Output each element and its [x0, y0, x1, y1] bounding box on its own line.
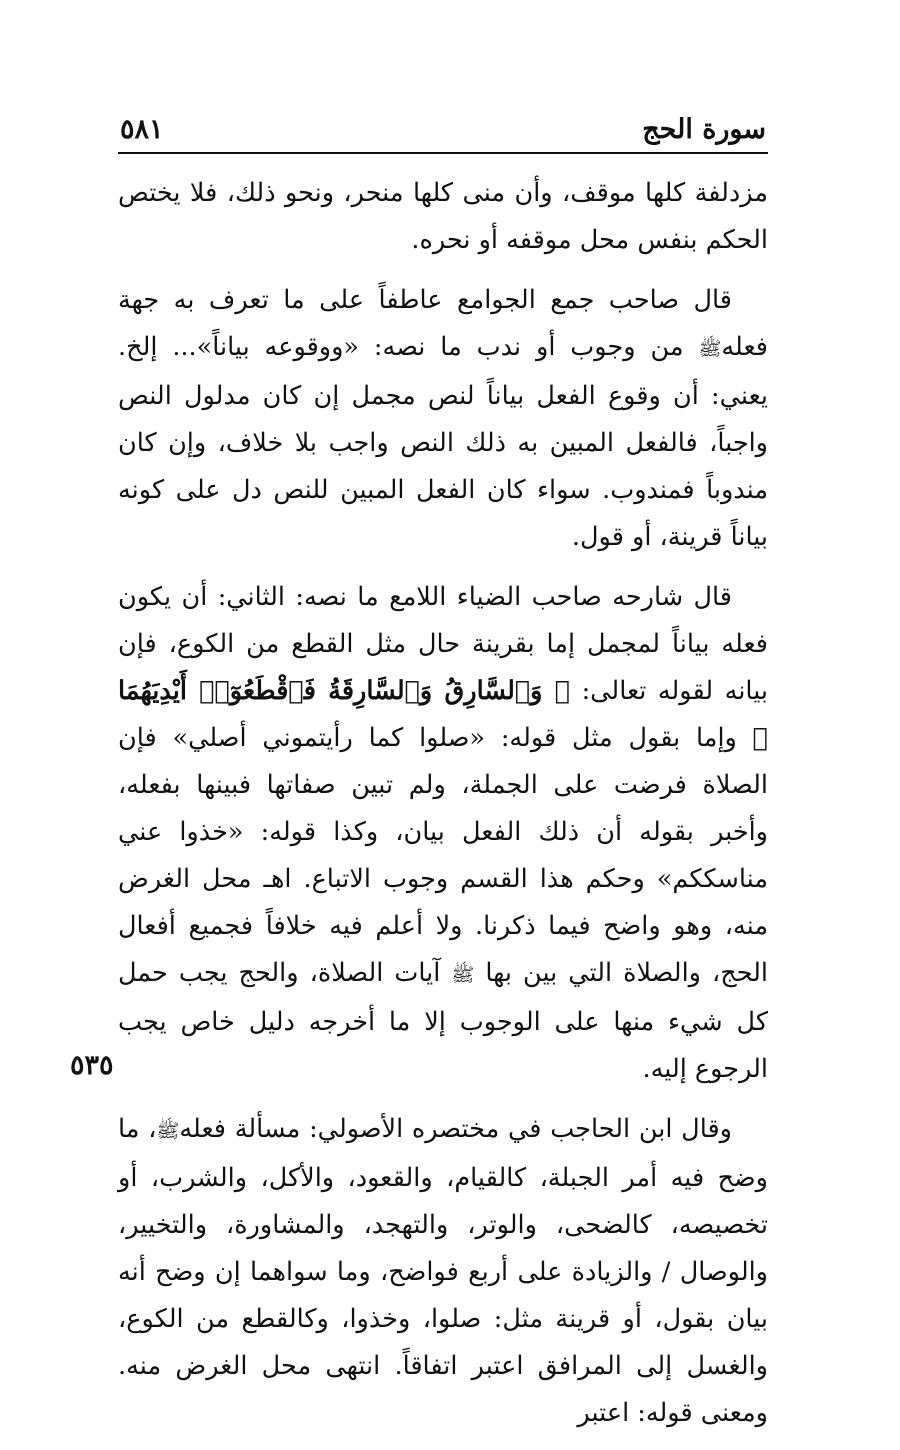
salutation-symbol: ﷺ: [156, 1120, 180, 1142]
text-line: أو تخصيصه، كالضحى، والوتر، والتهجد، والمشاورة، والتخيير،: [118, 1163, 768, 1240]
text-line: ولم تبين صفاتها فبينها بفعله، وأخبر بقوله أن ذلك الفعل بيان، وكذا: [118, 770, 768, 847]
running-title: سورة الحج: [642, 114, 766, 145]
margin-page-reference: ٥٣٥: [70, 1050, 114, 1081]
paragraph-3: [118, 574, 768, 1093]
text-line: ما وضح فيه أمر الجبلة، كالقيام، والقعود، والأكل، والشرب،: [118, 1114, 768, 1193]
page-number: ٥٨١: [120, 114, 164, 145]
quran-verse: ﴿ وَٱلسَّارِقُ وَٱلسَّارِقَةُ فَٱقْطَعُوٓا۟ أَيْدِيَهُمَا ﴾: [118, 676, 768, 753]
text-line: فعله بياناً لمجمل إما بقرينة حال مثل القطع من الكوع، فإن بيانه: [118, 629, 768, 706]
salutation-symbol: ﷺ: [451, 964, 475, 986]
body-text: [118, 170, 768, 1450]
text-line: قال شارحه صاحب الضياء اللامع ما نصه: الثاني: أن يكون: [118, 582, 732, 612]
text-line: سواء كان الفعل المبين للنص دل على كونه بياناً قرينة، أو قول.: [118, 475, 768, 552]
paragraph-1: [118, 170, 768, 264]
paragraph-4: [118, 1106, 768, 1437]
text-line: مزدلفة كلها موقف، وأن منى كلها منحر، ونحو ذلك، فلا يختص: [118, 178, 768, 208]
paragraph-2: [118, 277, 768, 561]
salutation-symbol: ﷺ: [698, 338, 722, 360]
text-line: ،: [148, 1114, 157, 1144]
text-line: أن وقوع الفعل بياناً لنص مجمل إن كان مدلول النص واجباً، فالفعل: [118, 381, 768, 458]
text-line: من وجوب أو ندب ما نصه: «ووقوعه بياناً»... إلخ. يعني:: [118, 332, 768, 411]
text-line: أفعال الحج، والصلاة التي بين بها: [118, 911, 768, 988]
text-line: والوصال / والزيادة على أربع فواضح، وما سواهما إن وضح أنه بيان: [118, 1257, 768, 1334]
text-line: المبين به ذلك النص واجب بلا خلاف، وإن كان مندوباً فمندوب.: [118, 428, 768, 505]
text-line: حمل كل شيء منها على الوجوب إلا ما أخرجه دليل خاص يجب: [118, 958, 768, 1037]
text-line: وإما بقول مثل: [572, 723, 737, 753]
text-line: وقال ابن الحاجب في مختصره الأصولي: مسألة فعله: [179, 1114, 732, 1144]
text-line: الحكم بنفس محل موقفه أو نحره.: [411, 225, 768, 255]
text-line: آيات الصلاة، والحج يجب: [178, 958, 441, 988]
text-line: لقوله تعالى:: [581, 676, 714, 706]
text-line: فعله: [721, 332, 768, 362]
text-line: الرجوع إليه.: [642, 1054, 768, 1084]
page-header: [118, 110, 768, 154]
text-line: قال صاحب جمع الجوامع عاطفاً على ما تعرف به جهة: [118, 285, 732, 315]
text-line: قوله: «صلوا كما رأيتموني أصلي» فإن الصلاة فرضت على الجملة،: [118, 723, 768, 800]
text-line: قوله: «خذوا عني مناسككم» وحكم هذا القسم وجوب الاتباع. اهـ: [118, 817, 768, 894]
text-line: محل الغرض منه، وهو واضح فيما ذكرنا. ولا أعلم فيه خلافاً فجميع: [118, 864, 768, 941]
text-line: إلى المرافق اعتبر اتفاقاً. انتهى محل الغرض منه. ومعنى قوله: اعتبر: [118, 1351, 768, 1428]
text-line: بقول، أو قرينة مثل: صلوا، وخذوا، وكالقطع من الكوع، والغسل: [118, 1304, 768, 1381]
